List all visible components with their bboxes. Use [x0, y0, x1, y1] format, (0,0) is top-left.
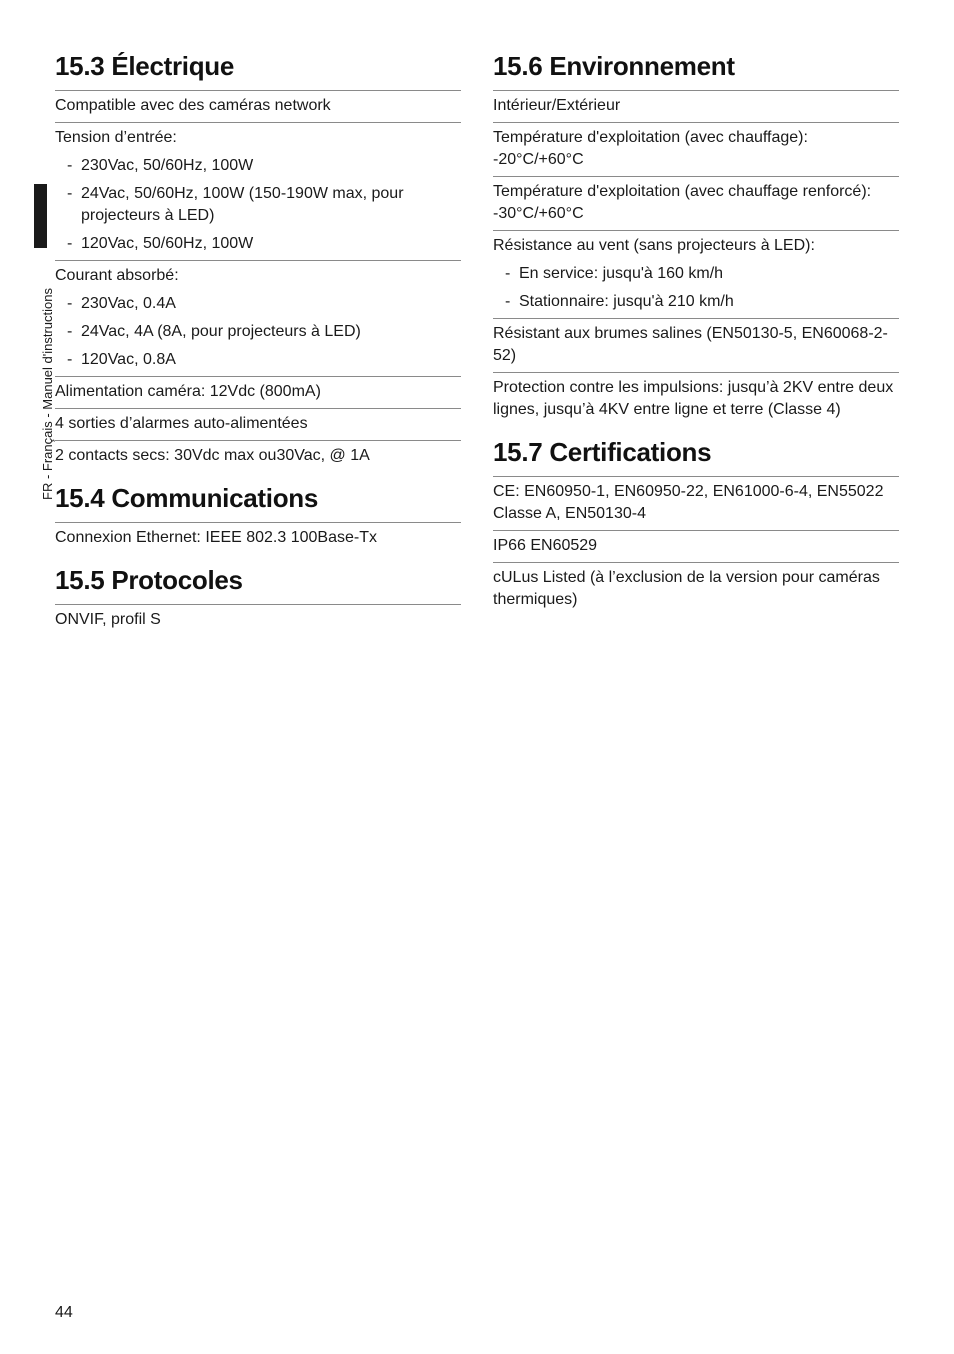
spec-row [55, 408, 461, 440]
spec-row [55, 522, 461, 554]
section-15-7-certifications [493, 434, 899, 616]
spec-list-item-text: 24Vac, 4A (8A, pour projecteurs à LED) [81, 323, 361, 340]
spec-list-item [493, 263, 899, 285]
spec-text: Température d'exploitation (avec chauffage renforcé): -30°C/+60°C [493, 183, 872, 222]
section-15-6-environnement [493, 48, 899, 426]
dash-bullet: - [67, 295, 73, 312]
spec-row [55, 90, 461, 122]
spec-text: Courant absorbé: [55, 267, 179, 284]
spec-text: ONVIF, profil S [55, 611, 161, 628]
spec-row [493, 476, 899, 530]
left-column [55, 48, 461, 636]
spec-list-item [55, 183, 461, 227]
spec-text: Résistance au vent (sans projecteurs à LED): [493, 237, 815, 254]
dash-bullet: - [67, 157, 73, 174]
spec-list-item [55, 321, 461, 343]
spec-text: Compatible avec des caméras network [55, 97, 331, 114]
section-title: 15.3 Électrique [55, 51, 235, 81]
spec-row [493, 176, 899, 230]
spec-list-item-text: Stationnaire: jusqu'à 210 km/h [519, 293, 734, 310]
spec-row [55, 122, 461, 260]
spec-text: CE: EN60950-1, EN60950-22, EN61000-6-4, EN55022 Classe A, EN50130-4 [493, 483, 884, 522]
side-tab-marker [34, 184, 47, 248]
spec-list-item-text: En service: jusqu'à 160 km/h [519, 265, 724, 282]
section-title: 15.7 Certifications [493, 437, 712, 467]
dash-bullet: - [67, 323, 73, 340]
section-title: 15.5 Protocoles [55, 565, 243, 595]
spec-text: 2 contacts secs: 30Vdc max ou30Vac, @ 1A [55, 447, 370, 464]
spec-text: Connexion Ethernet: IEEE 802.3 100Base-Tx [55, 529, 377, 546]
spec-row [493, 230, 899, 318]
spec-row [493, 90, 899, 122]
spec-list-item [55, 155, 461, 177]
spec-row [55, 440, 461, 472]
spec-list-item-text: 230Vac, 50/60Hz, 100W [81, 157, 254, 174]
spec-row [493, 530, 899, 562]
dash-bullet: - [67, 351, 73, 368]
spec-row [493, 372, 899, 426]
spec-text: Tension d’entrée: [55, 129, 177, 146]
section-15-4-communications [55, 480, 461, 554]
spec-row [55, 260, 461, 376]
right-column [493, 48, 899, 616]
spec-text: IP66 EN60529 [493, 537, 598, 554]
spec-list-item-text: 120Vac, 0.8A [81, 351, 176, 368]
spec-row [493, 318, 899, 372]
dash-bullet: - [505, 293, 511, 310]
section-15-3-electrique [55, 48, 461, 472]
dash-bullet: - [505, 265, 511, 282]
spec-text: Température d'exploitation (avec chauffage): -20°C/+60°C [493, 129, 808, 168]
spec-list-item [55, 233, 461, 255]
spec-list-item [55, 349, 461, 371]
section-15-5-protocoles [55, 562, 461, 636]
spec-text: cULus Listed (à l’exclusion de la version pour caméras thermiques) [493, 569, 880, 608]
side-language-label: FR - Français - Manuel d'instructions [40, 288, 55, 500]
section-title: 15.6 Environnement [493, 51, 735, 81]
spec-list-item-text: 230Vac, 0.4A [81, 295, 176, 312]
section-title: 15.4 Communications [55, 483, 319, 513]
spec-row [493, 122, 899, 176]
spec-text: Résistant aux brumes salines (EN50130-5, EN60068-2-52) [493, 325, 888, 364]
spec-text: 4 sorties d’alarmes auto-alimentées [55, 415, 308, 432]
spec-row [493, 562, 899, 616]
page-number: 44 [55, 1304, 73, 1321]
spec-list-item [55, 293, 461, 315]
spec-text: Protection contre les impulsions: jusqu’à 2KV entre deux lignes, jusqu’à 4KV entre ligne et terre (Classe 4) [493, 379, 894, 418]
spec-row [55, 604, 461, 636]
spec-list-item-text: 120Vac, 50/60Hz, 100W [81, 235, 254, 252]
spec-row [55, 376, 461, 408]
dash-bullet: - [67, 185, 73, 202]
spec-list-item-text: 24Vac, 50/60Hz, 100W (150-190W max, pour projecteurs à LED) [81, 185, 404, 224]
dash-bullet: - [67, 235, 73, 252]
spec-text: Intérieur/Extérieur [493, 97, 621, 114]
spec-list-item [493, 291, 899, 313]
spec-text: Alimentation caméra: 12Vdc (800mA) [55, 383, 321, 400]
